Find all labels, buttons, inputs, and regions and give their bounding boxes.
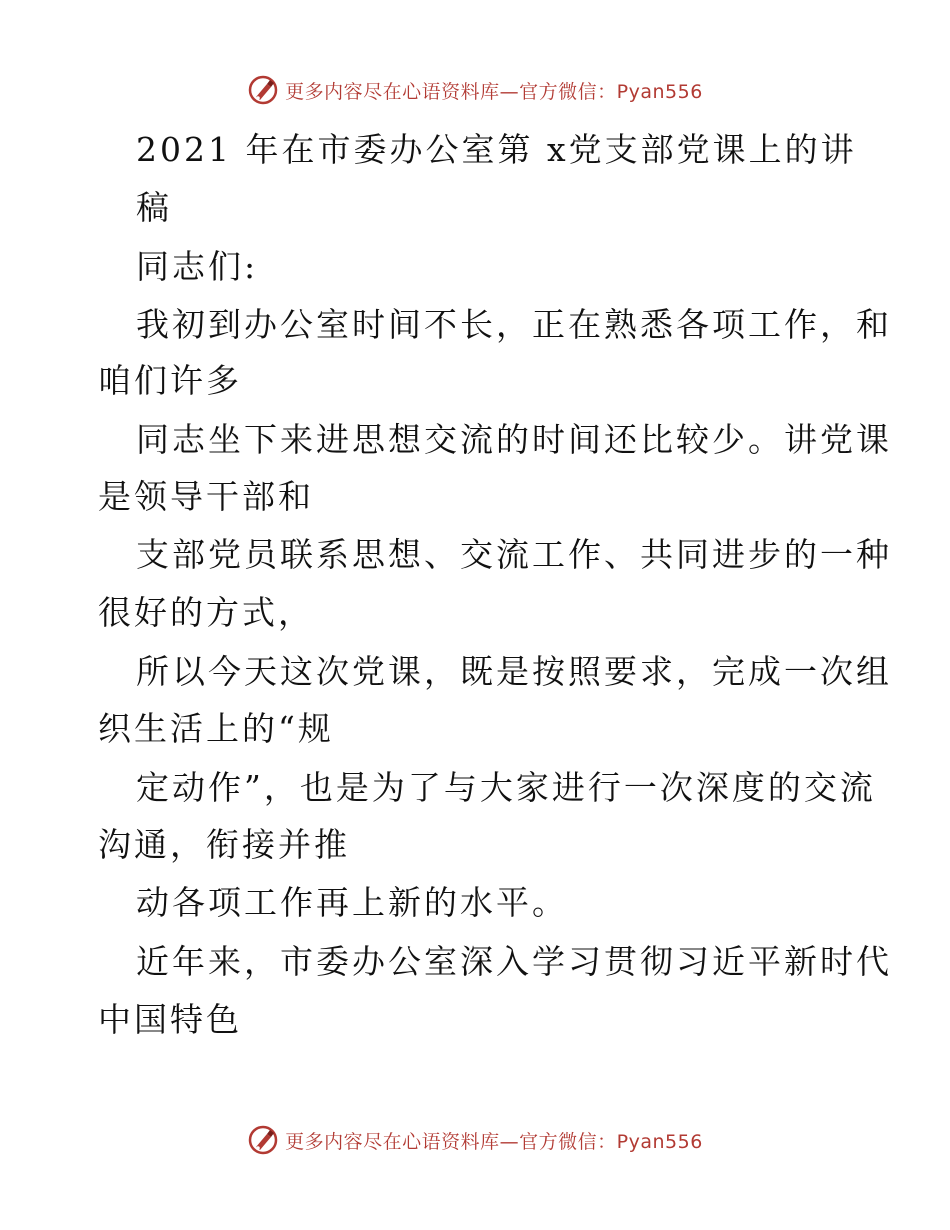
paragraph-line: 是领导干部和: [98, 477, 314, 516]
paragraph-line: 同志坐下来进思想交流的时间还比较少。讲党课: [136, 420, 892, 459]
document-title-line-2: 稿: [136, 188, 172, 227]
paragraph-line: 所以今天这次党课，既是按照要求，完成一次组: [136, 652, 892, 691]
paragraph-line: 定动作”，也是为了与大家进行一次深度的交流: [136, 768, 876, 807]
paragraph-line: 动各项工作再上新的水平。: [136, 883, 568, 922]
watermark-text: 更多内容尽在心语资料库—官方微信：Pyan556: [285, 80, 703, 103]
paragraph-line: 中国特色: [98, 1000, 242, 1039]
paragraph-line: 咱们许多: [98, 361, 242, 400]
paragraph-line: 沟通，衔接并推: [98, 825, 350, 864]
paragraph-line: 我初到办公室时间不长，正在熟悉各项工作，和: [136, 305, 892, 344]
footer-watermark: [0, 1120, 950, 1160]
pen-logo-icon: [247, 1124, 279, 1156]
paragraph-line: 很好的方式，: [98, 593, 314, 632]
paragraph-line: 织生活上的“规: [98, 709, 334, 748]
paragraph-line: 支部党员联系思想、交流工作、共同进步的一种: [136, 535, 892, 574]
header-watermark: [0, 70, 950, 110]
salutation: 同志们:: [136, 247, 259, 286]
pen-logo-icon: [247, 74, 279, 106]
watermark-text: 更多内容尽在心语资料库—官方微信：Pyan556: [285, 1130, 703, 1153]
document-title-line-1: 2021 年在市委办公室第 x党支部党课上的讲: [136, 130, 857, 169]
paragraph-line: 近年来，市委办公室深入学习贯彻习近平新时代: [136, 942, 892, 981]
